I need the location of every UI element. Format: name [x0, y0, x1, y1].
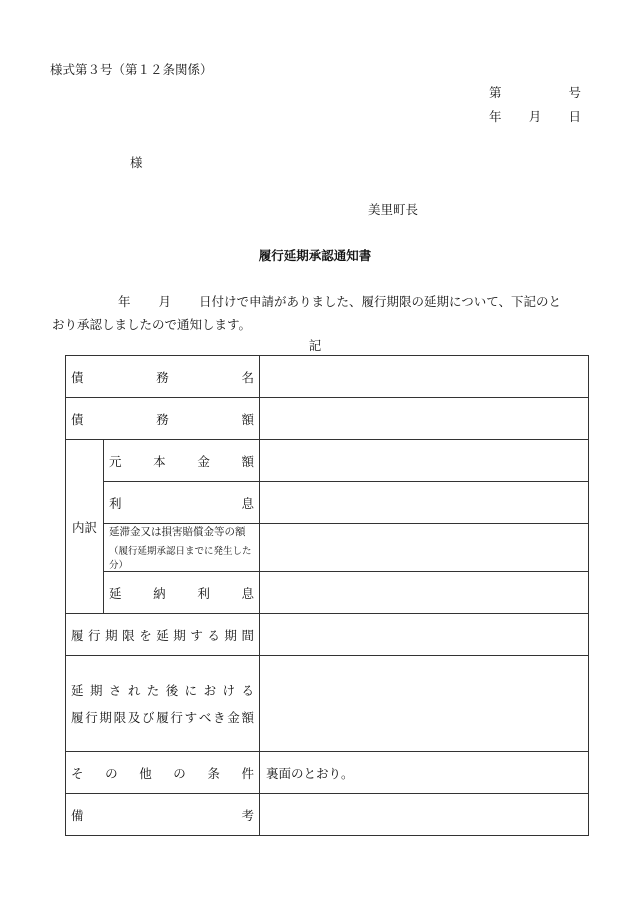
row-remarks — [66, 794, 589, 836]
label-char: 金 — [227, 710, 240, 725]
row-debt-amount — [66, 398, 589, 440]
label-char: 期 — [89, 683, 103, 698]
label-char: れ — [127, 683, 141, 698]
label-char: 延 — [156, 627, 169, 643]
body-year: 年 — [118, 294, 131, 309]
label-char: べ — [198, 710, 212, 725]
label-char: 行 — [88, 627, 101, 643]
label-char: 限 — [113, 710, 127, 725]
label-char: 務 — [156, 369, 169, 385]
label-char: き — [213, 710, 226, 725]
label-char: 債 — [71, 369, 84, 385]
label-char: 額 — [241, 453, 254, 469]
field-debt-amount[interactable] — [260, 398, 589, 440]
label-char: 延 — [71, 683, 84, 698]
label-char: 金 — [197, 453, 210, 469]
label-char: の — [105, 765, 118, 781]
label-char: 納 — [153, 585, 166, 601]
label-char: た — [146, 683, 160, 698]
field-other-conditions[interactable]: 裏面のとおり。 — [260, 752, 589, 794]
label-char: 期 — [173, 627, 186, 643]
label-char: 間 — [241, 627, 254, 643]
late-fee-line2: （履行延期承認日までに発生した分） — [109, 546, 252, 571]
label-char: 条 — [207, 765, 220, 781]
body-line1-rest: 日付けで申請がありました、履行期限の延期について、下記のと — [199, 294, 562, 309]
form-table — [65, 355, 589, 836]
label-deferred-interest — [104, 572, 260, 614]
label-char: 履 — [156, 710, 169, 725]
row-extension-period — [66, 614, 589, 656]
label-char: 期 — [105, 627, 118, 643]
label-debt-name — [66, 356, 260, 398]
label-char: 本 — [153, 453, 166, 469]
label-char: す — [190, 627, 203, 643]
date-month: 月 — [528, 109, 542, 124]
document-title: 履行延期承認通知書 — [258, 248, 372, 263]
row-late-fee — [66, 524, 589, 572]
label-char: 額 — [241, 411, 255, 427]
label-remarks — [66, 794, 260, 836]
label-char: 行 — [170, 710, 183, 725]
late-fee-line1: 延滞金又は損害賠償金等の額 — [109, 526, 246, 538]
doc-number-suffix: 号 — [568, 85, 581, 100]
label-late-fee — [104, 524, 260, 572]
label-char: 後 — [165, 683, 179, 698]
label-char: に — [184, 683, 198, 698]
label-char: を — [139, 627, 152, 643]
date-year: 年 — [489, 109, 502, 124]
field-remarks[interactable] — [260, 794, 589, 836]
field-debt-name[interactable] — [260, 356, 589, 398]
field-interest[interactable] — [260, 482, 589, 524]
body-line-1 — [118, 292, 561, 310]
label-char: 債 — [71, 411, 84, 427]
body-month: 月 — [158, 294, 172, 309]
label-char: 利 — [109, 495, 122, 511]
date-line — [489, 107, 581, 125]
label-char: け — [222, 683, 236, 698]
label-char: 延 — [109, 585, 122, 601]
label-char: 期 — [224, 627, 237, 643]
label-char: る — [241, 683, 254, 698]
body-line-2: おり承認しましたので通知します。 — [52, 317, 252, 332]
label-char: 履 — [71, 627, 84, 643]
addressee: 様 — [130, 155, 143, 170]
label-char: び — [142, 710, 155, 725]
label-breakdown: 内訳 — [66, 440, 104, 614]
field-extension-period[interactable] — [260, 614, 589, 656]
date-day: 日 — [568, 109, 581, 124]
label-char: 考 — [241, 807, 255, 823]
record-mark: 記 — [308, 338, 322, 353]
row-debt-name — [66, 356, 589, 398]
label-char: る — [207, 627, 220, 643]
label-char: の — [173, 765, 186, 781]
label-char: 息 — [241, 495, 255, 511]
label-char: 名 — [241, 369, 255, 385]
label-char: 利 — [197, 585, 210, 601]
row-principal — [66, 440, 589, 482]
label-char: 件 — [241, 765, 254, 781]
label-char: 期 — [99, 710, 112, 725]
label-char: 息 — [241, 585, 254, 601]
label-char: そ — [71, 765, 84, 781]
label-principal — [104, 440, 260, 482]
label-char: 元 — [109, 453, 122, 469]
label-char: 務 — [156, 411, 169, 427]
field-principal[interactable] — [260, 440, 589, 482]
label-char: 備 — [71, 807, 84, 823]
label-char: 他 — [139, 765, 152, 781]
label-char: お — [203, 683, 217, 698]
form-number: 様式第３号（第１２条関係） — [50, 62, 213, 77]
label-after-extension — [66, 656, 260, 752]
field-deferred-interest[interactable] — [260, 572, 589, 614]
label-debt-amount — [66, 398, 260, 440]
field-after-extension[interactable] — [260, 656, 589, 752]
label-char: 額 — [241, 710, 254, 725]
label-char: 行 — [85, 710, 98, 725]
row-after-extension — [66, 656, 589, 752]
label-interest — [104, 482, 260, 524]
document-number-line — [489, 83, 581, 101]
label-char: 限 — [122, 627, 135, 643]
label-other-conditions — [66, 752, 260, 794]
label-char: さ — [108, 683, 122, 698]
row-interest — [66, 482, 589, 524]
label-char: 及 — [127, 710, 141, 725]
sender: 美里町長 — [368, 202, 419, 217]
label-char: す — [184, 710, 198, 725]
row-deferred-interest — [66, 572, 589, 614]
label-extension-period — [66, 614, 260, 656]
doc-number-prefix: 第 — [489, 85, 502, 100]
field-late-fee[interactable] — [260, 524, 589, 572]
label-char: 履 — [71, 710, 84, 725]
row-other-conditions — [66, 752, 589, 794]
